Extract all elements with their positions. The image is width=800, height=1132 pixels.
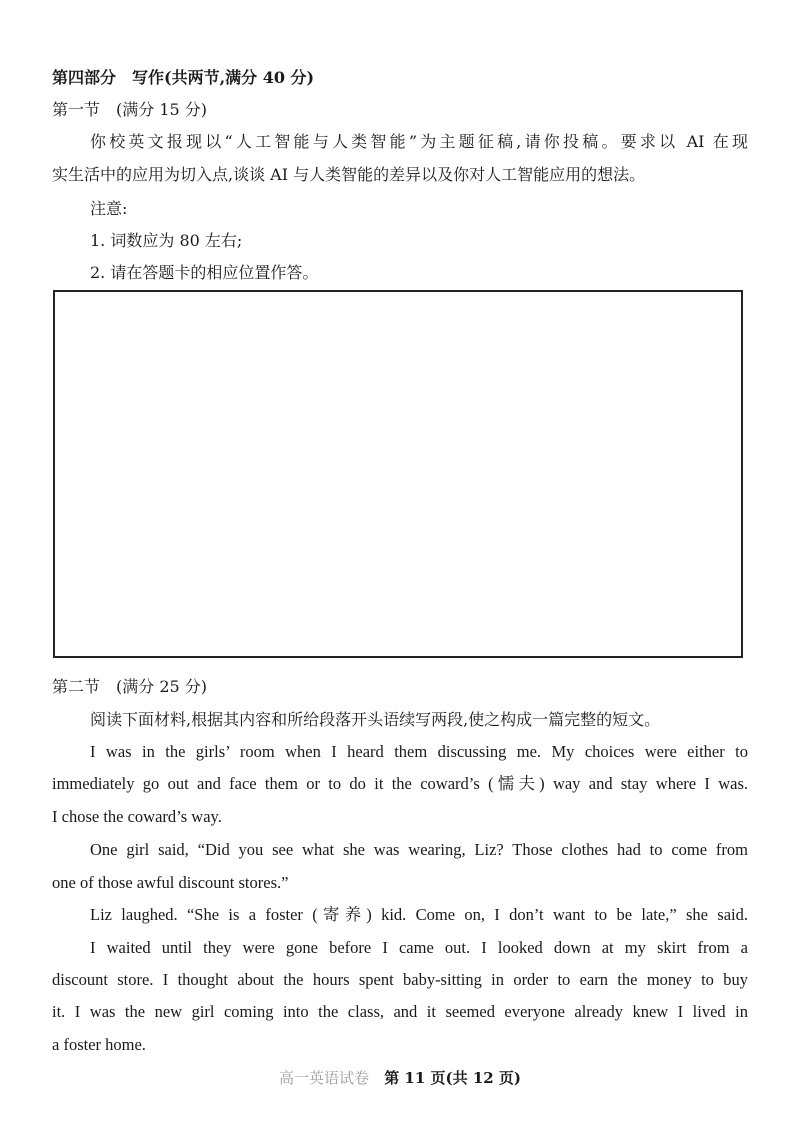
note-1: 1. 词数应为 80 左右; (90, 231, 243, 250)
section1-prompt-line2: 实生活中的应用为切入点,谈谈 AI 与人类智能的差异以及你对人工智能应用的想法。 (52, 165, 646, 184)
passage-p4-line3: it. I was the new girl coming into the class, and it seemed everyone already knew I lived in (52, 1002, 748, 1021)
passage-p4-line4: a foster home. (52, 1035, 146, 1054)
section1-prompt-line1: 你校英文报现以“人工智能与人类智能”为主题征稿,请你投稿。要求以 AI 在现 (90, 132, 748, 151)
page-footer (0, 1067, 800, 1088)
passage-p2-line2: one of those awful discount stores.” (52, 873, 289, 892)
section2-heading: 第二节 (满分 25 分) (52, 677, 208, 696)
passage-p2-line1: One girl said, “Did you see what she was wearing, Liz? Those clothes had to come from (90, 840, 748, 859)
footer-exam-title: 高一英语试卷 (278, 1069, 369, 1087)
note-2: 2. 请在答题卡的相应位置作答。 (90, 263, 319, 282)
part4-heading: 第四部分 写作(共两节,满分 40 分) (52, 68, 315, 87)
notes-label: 注意: (90, 199, 128, 218)
passage-p4-line2: discount store. I thought about the hours spent baby-sitting in order to earn the money to buy (52, 970, 748, 989)
passage-p4-line1: I waited until they were gone before I came out. I looked down at my skirt from a (90, 938, 748, 957)
section1-heading: 第一节 (满分 15 分) (52, 100, 208, 119)
writing-answer-box (53, 290, 743, 658)
passage-p1-line2: immediately go out and face them or to do it the coward’s (懦夫) way and stay where I was. (52, 774, 748, 793)
passage-p3-line1: Liz laughed. “She is a foster (寄养) kid. Come on, I don’t want to be late,” she said. (90, 905, 748, 924)
passage-p1-line3: I chose the coward’s way. (52, 807, 222, 826)
section2-instruction: 阅读下面材料,根据其内容和所给段落开头语续写两段,使之构成一篇完整的短文。 (90, 710, 661, 729)
footer-page-number: 第 11 页(共 12 页) (384, 1069, 522, 1087)
passage-p1-line1: I was in the girls’ room when I heard them discussing me. My choices were either to (90, 742, 748, 761)
